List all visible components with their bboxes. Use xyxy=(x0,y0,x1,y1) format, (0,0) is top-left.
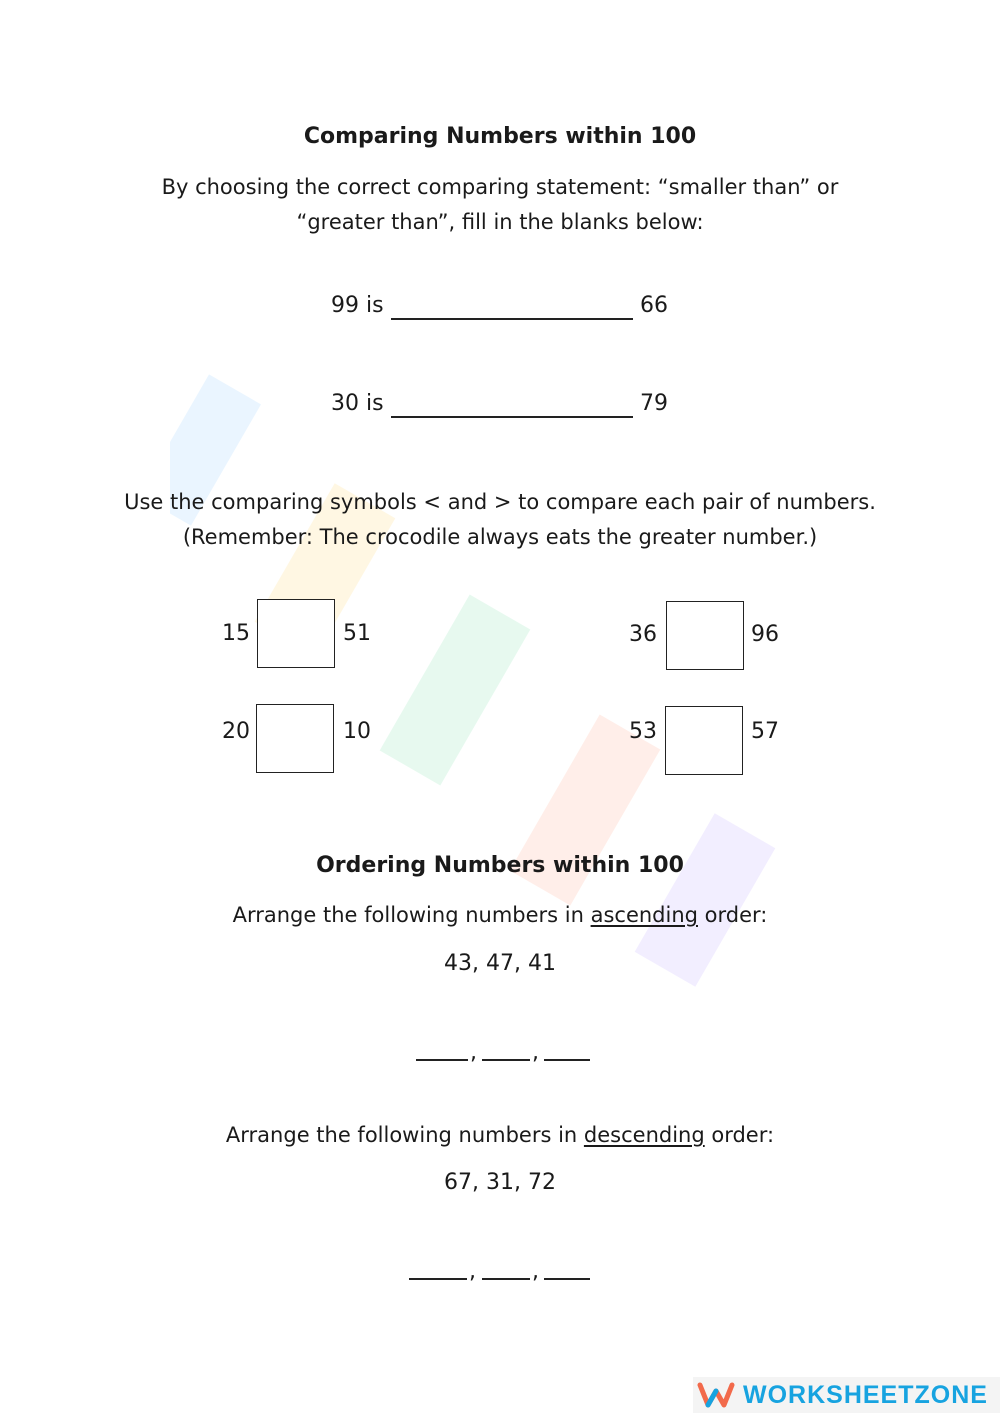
ascending-numbers: 43, 47, 41 xyxy=(444,951,556,976)
worksheetzone-logo[interactable] xyxy=(693,1377,1000,1413)
pair-4-answer-box[interactable] xyxy=(665,706,743,775)
statement-1-blank[interactable] xyxy=(391,318,633,320)
statement-2-blank[interactable] xyxy=(391,416,633,418)
descending-comma-1: , xyxy=(469,1259,476,1284)
descending-instruction xyxy=(0,1118,1000,1153)
ascending-keyword: ascending xyxy=(590,903,698,927)
descending-suffix: order: xyxy=(704,1123,775,1147)
pair-2-answer-box[interactable] xyxy=(666,601,744,670)
symbols-instruction-line2: (Remember: The crocodile always eats the greater number.) xyxy=(182,525,818,549)
descending-blank-1[interactable] xyxy=(409,1278,467,1280)
statement-2-right: 79 xyxy=(640,391,668,416)
ascending-prefix: Arrange the following numbers in xyxy=(232,903,591,927)
pair-1-left: 15 xyxy=(222,621,250,646)
comparing-title: Comparing Numbers within 100 xyxy=(303,124,697,149)
statement-1-right: 66 xyxy=(640,293,668,318)
ascending-instruction xyxy=(0,898,1000,933)
symbols-instruction-line1: Use the comparing symbols < and > to compare each pair of numbers. xyxy=(124,490,876,514)
ascending-blank-2[interactable] xyxy=(482,1059,530,1061)
pair-2-left: 36 xyxy=(629,622,657,647)
pair-3-right: 10 xyxy=(343,719,371,744)
pair-3-answer-box[interactable] xyxy=(256,704,334,773)
pair-1-right: 51 xyxy=(343,621,371,646)
statement-2-left: 30 is xyxy=(331,391,384,416)
descending-numbers: 67, 31, 72 xyxy=(444,1170,556,1195)
descending-prefix: Arrange the following numbers in xyxy=(225,1123,584,1147)
ascending-suffix: order: xyxy=(697,903,768,927)
pair-4-left: 53 xyxy=(629,719,657,744)
pair-3-left: 20 xyxy=(222,719,250,744)
logo-w-icon xyxy=(697,1381,737,1409)
descending-keyword: descending xyxy=(583,1123,705,1147)
descending-blank-2[interactable] xyxy=(482,1278,530,1280)
pair-4-right: 57 xyxy=(751,719,779,744)
ascending-blank-3[interactable] xyxy=(544,1059,590,1061)
comparing-instruction-line1: By choosing the correct comparing statement: “smaller than” or xyxy=(161,175,839,199)
ascending-comma-1: , xyxy=(470,1040,477,1065)
logo-text: WORKSHEETZONE xyxy=(743,1380,988,1409)
pair-2-right: 96 xyxy=(751,622,779,647)
statement-1-left: 99 is xyxy=(331,293,384,318)
comparing-instruction-line2: “greater than”, fill in the blanks below: xyxy=(296,210,704,234)
pair-1-answer-box[interactable] xyxy=(257,599,335,668)
ordering-title: Ordering Numbers within 100 xyxy=(316,853,684,878)
descending-comma-2: , xyxy=(532,1259,539,1284)
ascending-blank-1[interactable] xyxy=(416,1059,468,1061)
ascending-comma-2: , xyxy=(532,1040,539,1065)
descending-blank-3[interactable] xyxy=(544,1278,590,1280)
